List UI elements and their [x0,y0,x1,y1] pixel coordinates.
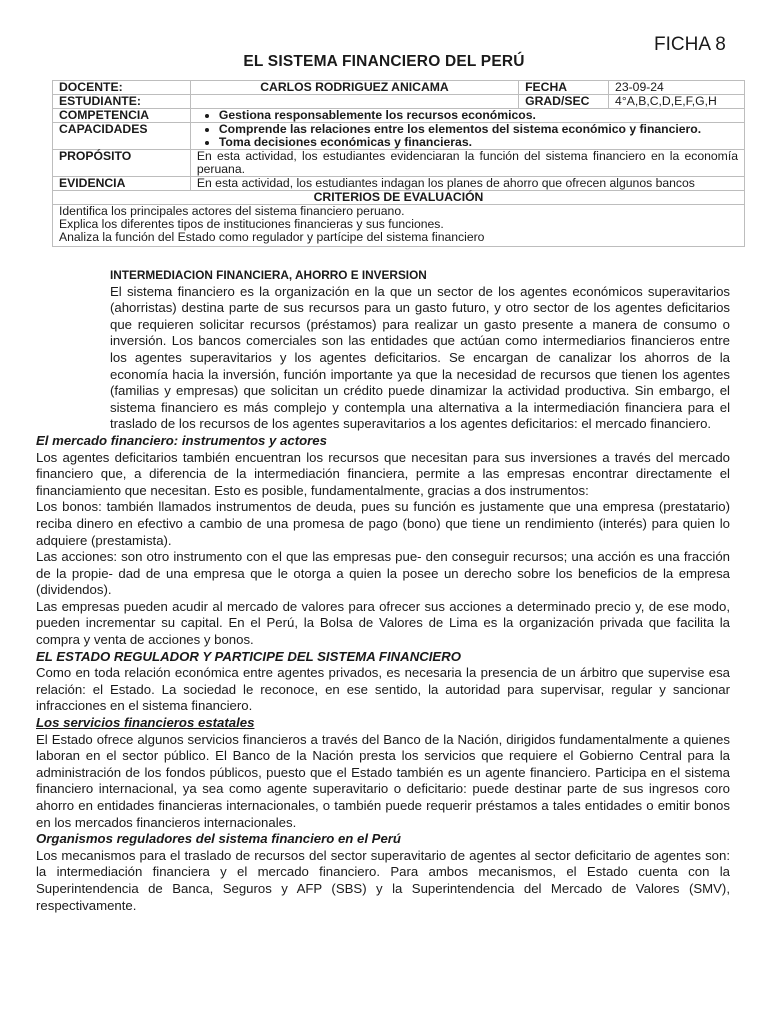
criterios-cell [53,205,745,247]
document-body [36,267,730,914]
row-criterios [53,205,745,247]
row-competencia [53,109,745,123]
docente-value: CARLOS RODRIGUEZ ANICAMA [190,81,518,95]
fecha-value: 23-09-24 [609,81,745,95]
document-title: EL SISTEMA FINANCIERO DEL PERÚ [243,53,525,70]
row-capacidades [53,123,745,150]
paragraph: Como en toda relación económica entre agentes privados, es necesaria la presencia de un árbitro que supervise esa relación: el Estado. La sociedad le reconoce, en ese sentido, la autoridad para supervisar, regular y sancionar infracciones en el sistema financiero. [36,665,730,714]
competencia-label: COMPETENCIA [53,109,191,123]
row-proposito [53,150,745,177]
evidencia-value: En esta actividad, los estudiantes indagan los planes de ahorro que ofrecen algunos bancos [190,177,744,191]
paragraph: Los bonos: también llamados instrumentos de deuda, pues su función es justamente que una empresa (prestatario) reciba dinero en efectivo a cambio de una promesa de pago (bono) que tiene un rendimiento (interés) para quien lo adquiere (prestamista). [36,499,730,548]
paragraph: Los mecanismos para el traslado de recursos del sector superavitario de agentes al sector deficitario de agentes son: la intermediación financiera y el mercado financiero. Para ambos mecanismos, el Estado cuenta con la Superintendencia de Banca, Seguros y AFP (SBS) y la Superintendencia del Mercado de Valores (SMV), respectivamente. [36,847,730,913]
row-criterios-header [53,191,745,205]
proposito-value: En esta actividad, los estudiantes evidenciaran la función del sistema financiero en la economía peruana. [190,150,744,177]
paragraph: Las empresas pueden acudir al mercado de valores para ofrecer sus acciones a determinado precio y, de ese modo, pueden incrementar su capital. En el Perú, la Bolsa de Valores de Lima es la organización privada que facilita la compra y venta de acciones y bonos. [36,598,730,648]
paragraph: El sistema financiero es la organización en la que un sector de los agentes económicos superavitarios (ahorristas) destina parte de sus recursos para un gasto futuro, y otro sector de los agentes deficitarios que requieren solicitar recursos (préstamos) para realizar un gasto presente a manera de consumo o inversión. Los bancos comerciales son las entidades que actúan como intermediarios financieros entre los agentes superavitarios y los agentes deficitarios. Se encargan de canalizar los ahorros de la economía hacia la inversión, función importante ya que la necesidad de recursos que tienen los agentes (familias y empresas) que solicitan un crédito puede dinamizar la actividad productiva. Sin embargo, el sistema financiero es más complejo y contempla una alternativa a la intermediación financiera para el traslado de los recursos de los agentes superavitarios a los agentes deficitarios: el mercado financiero. [110,283,730,432]
docente-label: DOCENTE: [53,81,191,95]
gradsec-label: GRAD/SEC [519,95,609,109]
gradsec-value: 4°A,B,C,D,E,F,G,H [609,95,745,109]
row-docente [53,81,745,95]
criterio-item: Analiza la función del Estado como regulador y partícipe del sistema financiero [59,230,485,244]
section-heading: INTERMEDIACION FINANCIERA, AHORRO E INVERSION [110,268,427,282]
capacidad-item: • Comprende las relaciones entre los elementos del sistema económico y financiero. [219,123,738,136]
info-table [52,80,745,247]
estudiante-label: ESTUDIANTE: [53,95,191,109]
section-heading: Organismos reguladores del sistema financiero en el Perú [36,831,401,847]
estudiante-value [190,95,518,109]
criterio-item: Explica los diferentes tipos de instituciones financieras y sus funciones. [59,217,444,231]
capacidades-cell [190,123,744,150]
fecha-label: FECHA [519,81,609,95]
capacidad-item: • Toma decisiones económicas y financieras. [219,136,738,149]
evidencia-label: EVIDENCIA [53,177,191,191]
criterio-item: Identifica los principales actores del sistema financiero peruano. [59,204,405,218]
section-heading: Los servicios financieros estatales [36,715,255,731]
row-evidencia [53,177,745,191]
capacidades-label: CAPACIDADES [53,123,191,150]
section-heading: EL ESTADO REGULADOR Y PARTICIPE DEL SISTEMA FINANCIERO [36,648,461,664]
competencia-cell [190,109,744,123]
ficha-number: FICHA 8 [654,34,726,55]
section-heading: El mercado financiero: instrumentos y actores [36,432,327,448]
criterios-label: CRITERIOS DE EVALUACIÓN [53,191,745,205]
paragraph: Las acciones: son otro instrumento con el que las empresas pue- den conseguir recursos; una acción es una fracción de la propie- dad de una empresa que le otorga a quien la posee un derecho sobre los beneficios de la empresa (dividendos). [36,549,730,598]
competencia-item: • Gestiona responsablemente los recursos económicos. [219,109,738,122]
paragraph: El Estado ofrece algunos servicios financieros a través del Banco de la Nación, dirigidos fundamentalmente a quienes laboran en el sector público. El Banco de la Nación presta los servicios que requiere el Gobierno Central para la administración de los fondos públicos, puesto que el Estado también es un agente financiero. Participa en el sistema financiero internacional, ya sea como agente superavitario o deficitario: puede destinar parte de sus ingresos coro ahorro en entidades financieras internacionales, o también puede requerir préstamos a tales entidades o emitir bonos en los mercados financieros internacionales. [36,731,730,830]
proposito-label: PROPÓSITO [53,150,191,177]
row-estudiante [53,95,745,109]
paragraph: Los agentes deficitarios también encuentran los recursos que necesitan para sus inversiones a través del mercado financiero que, a diferencia de la intermediación financiera, permite a las empresas encontrar directamente el financiamiento que necesitan. Esto es posible, fundamentalmente, gracias a dos instrumentos: [36,449,730,498]
